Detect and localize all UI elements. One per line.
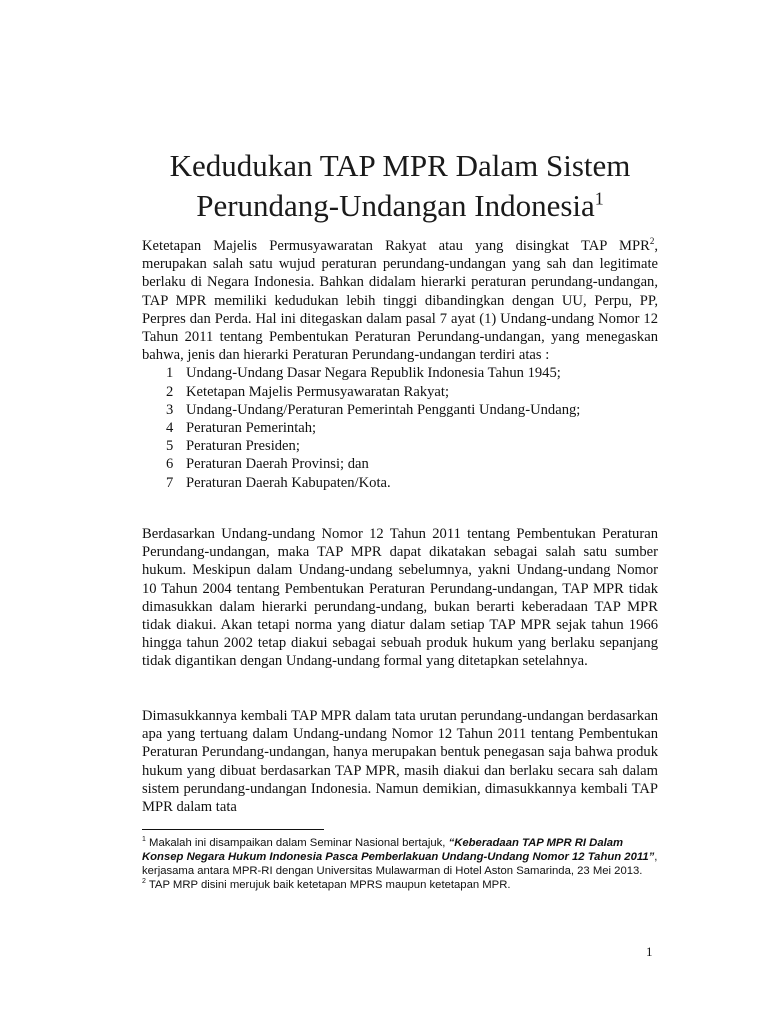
list-item-number: 1: [166, 365, 174, 382]
footnote-2-text: TAP MRP disini merujuk baik ketetapan MPRS maupun ketetapan MPR.: [145, 879, 511, 891]
list-item-number: 7: [166, 474, 174, 491]
paragraph-3-text: Dimasukkannya kembali TAP MPR dalam tata urutan perundang-undangan berdasarkan apa yang tertuang dalam Undang-undang Nomor 12 Tahun 2011 tentang Pembentukan Peraturan Perundang-undangan, hanya merupakan bentuk penegasan saja bahwa produk hukum yang dibuat berdasarkan TAP MPR, masih diakui dan berlaku secara sah dalam sistem perundang-undangan Indonesia. Namun demikian, dimasukkannya kembali TAP MPR dalam tata: [142, 708, 658, 816]
page-title: [140, 146, 660, 226]
list-item: [142, 383, 658, 401]
list-item: [142, 364, 658, 382]
footnote-1: [142, 836, 662, 878]
paragraph-1-text-b: , merupakan salah satu wujud peraturan perundang-undangan yang sah dan legitimate berlaku di Negara Indonesia. Bahkan didalam hierarki peraturan perundang-undangan, TAP MPR memiliki kedudukan lebih tinggi dibandingkan dengan UU, Perpu, PP, Perpres dan Perda. Hal ini ditegaskan dalam pasal 7 ayat (1) Undang-undang Nomor 12 Tahun 2011 tentang Pembentukan Peraturan Perundang-undangan, yang menegaskan bahwa, jenis dan hierarki Peraturan Perundang-undangan terdiri atas :: [142, 238, 658, 364]
paragraph-1-text-a: Ketetapan Majelis Permusyawaratan Rakyat atau yang disingkat TAP MPR: [142, 238, 650, 254]
list-item: [142, 437, 658, 455]
list-item-number: 2: [166, 383, 174, 400]
list-item-text: Peraturan Presiden;: [186, 438, 300, 455]
footnote-2-number: 2: [142, 878, 146, 886]
footnote-1-seminar-title: “Keberadaan TAP MPR RI Dalam Konsep Negara Hukum Indonesia Pasca Pemberlakuan Undang-Undang Nomor 12 Tahun 2011”: [142, 837, 655, 863]
title-line-1: Kedudukan TAP MPR Dalam Sistem: [169, 148, 631, 183]
footnote-2: [142, 878, 662, 892]
title-footnote-ref[interactable]: 1: [594, 188, 604, 209]
list-item-text: Peraturan Daerah Provinsi; dan: [186, 456, 369, 473]
list-item: [142, 455, 658, 473]
list-item-text: Peraturan Pemerintah;: [186, 420, 317, 437]
list-item-number: 5: [166, 438, 174, 455]
list-item-text: Undang-Undang/Peraturan Pemerintah Pengganti Undang-Undang;: [186, 401, 581, 418]
list-item-number: 6: [166, 456, 174, 473]
footnote-1-text-a: Makalah ini disampaikan dalam Seminar Nasional bertajuk,: [145, 837, 449, 849]
list-item: [142, 474, 658, 492]
list-item-number: 3: [166, 401, 174, 418]
list-item: [142, 419, 658, 437]
footnote-ref-2[interactable]: 2: [649, 236, 655, 247]
list-item-text: Peraturan Daerah Kabupaten/Kota.: [186, 474, 391, 491]
paragraph-3: [142, 707, 658, 816]
list-item: [142, 401, 658, 419]
paragraph-2: [142, 525, 658, 671]
title-line-2: Perundang-Undangan Indonesia: [196, 188, 595, 223]
paragraph-2-text: Berdasarkan Undang-undang Nomor 12 Tahun 2011 tentang Pembentukan Peraturan Perundang-undangan, maka TAP MPR dapat dikatakan sebagai salah satu sumber hukum. Meskipun dalam Undang-undang sebelumnya, yakni Undang-undang Nomor 10 Tahun 2004 tentang Pembentukan Peraturan Perundang-undangan, TAP MPR tidak dimasukkan dalam hierarki perundang-undang, bukan berarti keberadaan TAP MPR tidak diakui. Akan tetapi norma yang diatur dalam setiap TAP MPR sejak tahun 1966 hingga tahun 2002 tetap diakui sebagai sebuah produk hukum yang berlaku sepanjang tidak digantikan dengan Undang-undang formal yang ditetapkan setelahnya.: [142, 526, 658, 670]
footnote-divider: [142, 829, 324, 830]
footnotes: [142, 836, 662, 892]
list-item-text: Undang-Undang Dasar Negara Republik Indonesia Tahun 1945;: [186, 365, 561, 382]
footnote-1-number: 1: [142, 836, 146, 844]
list-item-number: 4: [166, 420, 174, 437]
page-number: 1: [646, 944, 653, 959]
hierarchy-list: [142, 364, 658, 491]
list-item-text: Ketetapan Majelis Permusyawaratan Rakyat;: [186, 383, 450, 400]
paragraph-1: [142, 237, 658, 492]
footnote-1-text-b: , kerjasama antara MPR-RI dengan Universitas Mulawarman di Hotel Aston Samarinda, 23 Mei 2013.: [142, 851, 658, 877]
